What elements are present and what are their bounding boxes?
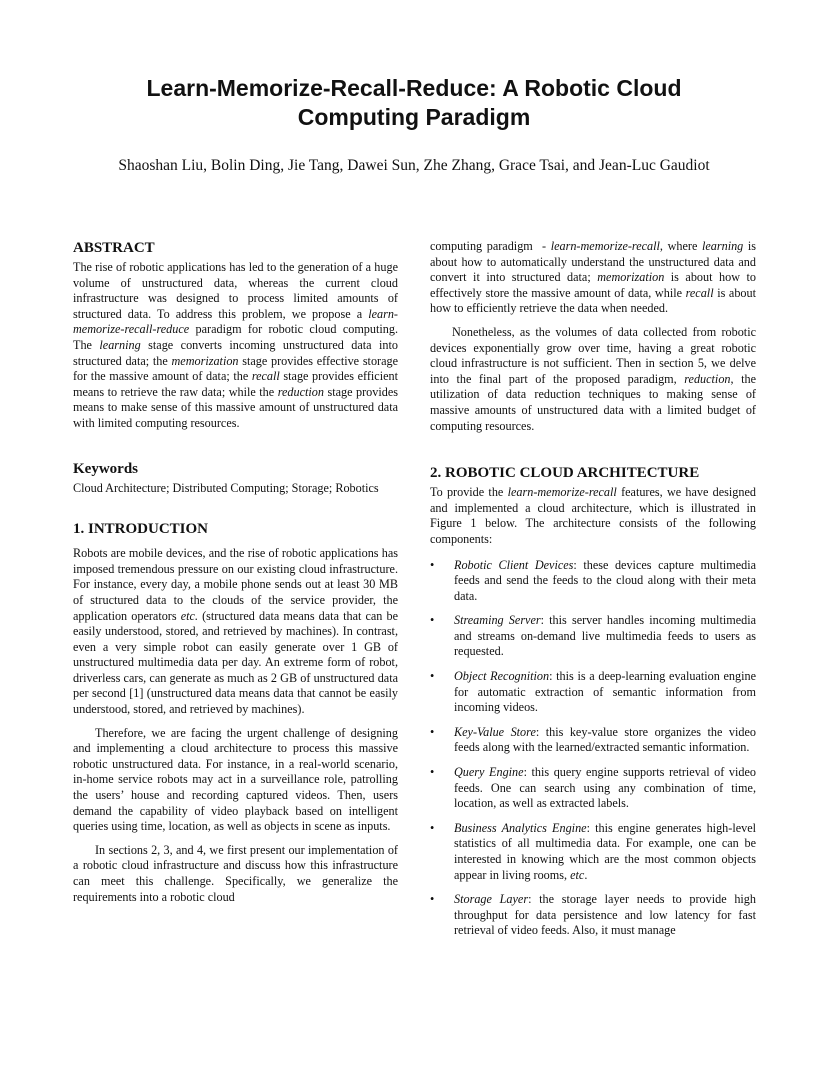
- architecture-heading: 2. ROBOTIC CLOUD ARCHITECTURE: [430, 465, 700, 482]
- introduction-heading: 1. INTRODUCTION: [73, 521, 209, 538]
- left-column: [73, 239, 398, 905]
- introduction-paragraph-5: Nonetheless, as the volumes of data collected from robotic devices exponentially grow over time, having a great robotic cloud infrastructure is not sufficient. Then in section 5, we delve into the final part of the proposed paradigm, reduction, the utilization of data reduction techniques to making sense of massive amounts of unstructured data with a limited budget of computing resources.: [430, 324, 756, 433]
- introduction-paragraph-4: computing paradigm - learn-memorize-recall, where learning is about how to automatically understand the unstructured data and convert it into structured data; memorization is about how to effectively store the massive amount of data, while recall is about how to efficiently retrieve the data when needed.: [430, 239, 757, 316]
- keywords-text: Cloud Architecture; Distributed Computing; Storage; Robotics: [73, 480, 379, 495]
- architecture-paragraph: To provide the learn-memorize-recall features, we have designed and implemented a cloud architecture, which is illustrated in Figure 1 below. The architecture consists of the following components:: [430, 485, 757, 546]
- list-item: • Object Recognition: this is a deep-learning evaluation engine for automatic extraction of semantic information from incoming videos.: [430, 669, 756, 716]
- right-column: [430, 239, 756, 948]
- paper-title-line-2: Computing Paradigm: [297, 104, 531, 130]
- keywords-heading: Keywords: [73, 460, 138, 477]
- list-item: • Storage Layer: the storage layer needs to provide high throughput for data persistence and low latency for fast retrieval of video feeds. Also, it must manage: [430, 892, 756, 939]
- abstract-heading: ABSTRACT: [73, 240, 155, 256]
- author-list: Shaoshan Liu, Bolin Ding, Jie Tang, Dawei Sun, Zhe Zhang, Grace Tsai, and Jean-Luc Gaudiot: [118, 157, 710, 174]
- list-item: • Key-Value Store: this key-value store organizes the video feeds along with the learned/extracted semantic information.: [430, 725, 756, 756]
- paper-title: [60, 74, 768, 132]
- introduction-paragraph-3: In sections 2, 3, and 4, we first present our implementation of a robotic cloud infrastructure and discuss how this infrastructure can meet this challenge. Specifically, we generalize the requirements into a robotic cloud: [73, 842, 398, 904]
- architecture-component-list: [430, 558, 756, 939]
- introduction-paragraph-1: Robots are mobile devices, and the rise of robotic applications has imposed tremendous pressure on our existing cloud infrastructure. For instance, every day, a mobile phone sends out at least 30 MB of structured data to the clouds of the service provider, the application operators etc. (structured data means data that can be easily understood, stored, and retrieved by machines). In contrast, even a very simple robot can easily generate over 1 GB of unstructured multimedia data per day. An extreme form of robot, driverless cars, can generate as much as 2 GB of unstructured data per second [1] (unstructured data means data that cannot be easily understood, stored, and retrieved by machines).: [73, 546, 399, 717]
- list-item: • Business Analytics Engine: this engine generates high-level statistics of all multimedia data. For example, one can be interested in knowing which are the most common objects appear in living rooms, etc.: [430, 821, 756, 883]
- abstract-paragraph: The rise of robotic applications has led to the generation of a huge volume of unstructured data, whereas the current cloud infrastructure was designed to process limited amounts of structured data. To address this problem, we propose a learn-memorize-recall-reduce paradigm for robotic cloud computing. The learning stage converts incoming unstructured data into structured data; the memorization stage provides effective storage for the massive amount of data; the recall stage provides efficient means to retrieve the raw data; while the reduction stage provides means to make sense of this massive amount of unstructured data with limited computing resources.: [73, 260, 399, 430]
- list-item: • Query Engine: this query engine supports retrieval of video feeds. One can search using any combination of time, location, as well as extracted labels.: [430, 765, 756, 812]
- list-item: • Robotic Client Devices: these devices capture multimedia feeds and send the feeds to the cloud along with their meta data.: [430, 558, 756, 605]
- introduction-paragraph-2: Therefore, we are facing the urgent challenge of designing and implementing a cloud architecture to process this massive robotic unstructured data. For instance, in a real-world scenario, in-home service robots may act in a surveillance role, patrolling the users’ house and recording captured videos. Then, users demand the capability of video playback based on intelligent queries using time, location, as well as objects in scene as inputs.: [73, 725, 398, 834]
- list-item: • Streaming Server: this server handles incoming multimedia and streams on-demand live multimedia feeds to users as requested.: [430, 613, 756, 660]
- paper-title-line-1: Learn-Memorize-Recall-Reduce: A Robotic Cloud: [146, 75, 682, 101]
